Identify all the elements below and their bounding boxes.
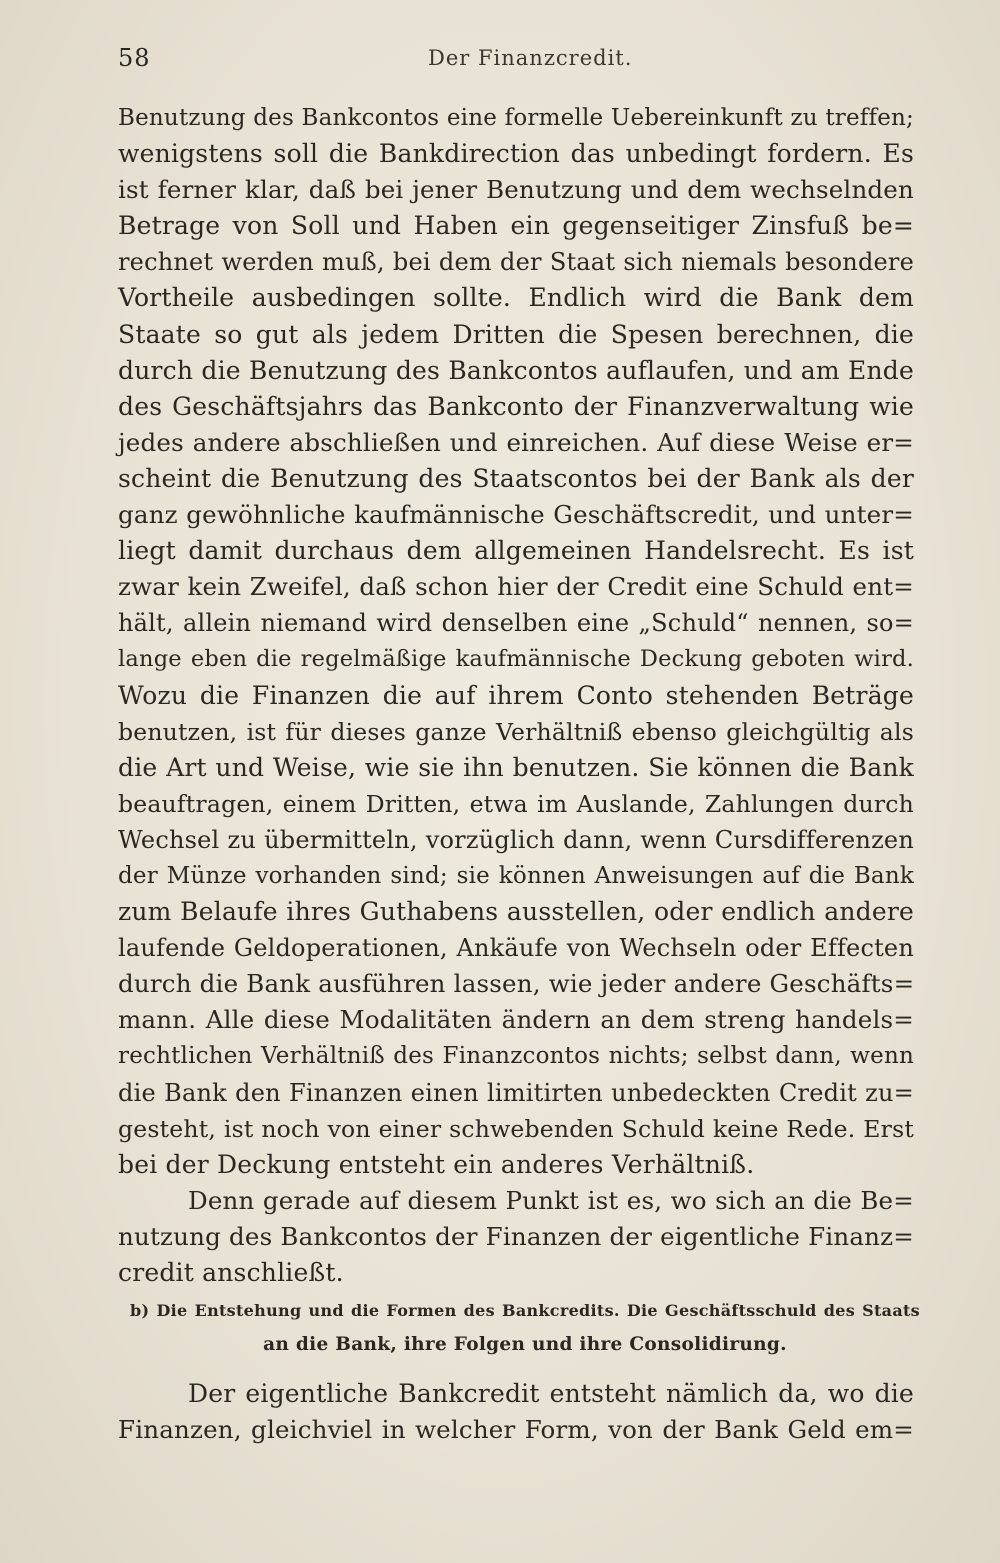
text-line: rechnet werden muß, bei dem der Staat sich niemals besondere: [118, 248, 914, 277]
main-text-continued: [118, 1376, 914, 1448]
text-line: durch die Bank ausführen lassen, wie jeder andere Geschäfts=: [118, 969, 915, 999]
text-line: mann. Alle diese Modalitäten ändern an dem streng handels=: [118, 1005, 914, 1035]
text-line: hält, allein niemand wird denselben eine „Schuld“ nennen, so=: [118, 609, 914, 638]
text-line: ganz gewöhnliche kaufmännische Geschäftscredit, und unter=: [118, 500, 914, 530]
text-line: die Bank den Finanzen einen limitirten unbedeckten Credit zu=: [118, 1078, 914, 1107]
text-line: wenigstens soll die Bankdirection das unbedingt fordern. Es: [118, 139, 914, 169]
running-head: Der Finanzcredit.: [428, 46, 633, 70]
text-line: liegt damit durchaus dem allgemeinen Handelsrecht. Es ist: [118, 536, 914, 566]
paragraph: [118, 100, 914, 1183]
text-line: beauftragen, einem Dritten, etwa im Auslande, Zahlungen durch: [118, 789, 914, 818]
text-line: Der eigentliche Bankcredit entsteht nämlich da, wo die: [188, 1379, 914, 1408]
main-text: [118, 100, 914, 1291]
text-line: Finanzen, gleichviel in welcher Form, von der Bank Geld em=: [118, 1415, 914, 1445]
page-number: 58: [118, 44, 151, 72]
text-line: lange eben die regelmäßige kaufmännische Deckung geboten wird.: [118, 646, 914, 673]
text-line: jedes andere abschließen und einreichen. Auf diese Weise er=: [118, 427, 914, 457]
section-heading-line: an die Bank, ihre Folgen und ihre Consolidirung.: [263, 1334, 787, 1355]
text-line: benutzen, ist für dieses ganze Verhältniß ebenso gleichgültig als: [118, 717, 914, 746]
text-line: rechtlichen Verhältniß des Finanzcontos nichts; selbst dann, wenn: [118, 1043, 914, 1070]
text-line: Wozu die Finanzen die auf ihrem Conto stehenden Beträge: [118, 680, 914, 710]
text-line: bei der Deckung entsteht ein anderes Verhältniß.: [118, 1149, 755, 1179]
text-line: gesteht, ist noch von einer schwebenden Schuld keine Rede. Erst: [118, 1114, 914, 1143]
text-line: zwar kein Zweifel, daß schon hier der Credit eine Schuld ent=: [118, 572, 914, 602]
text-line: Benutzung des Bankcontos eine formelle Uebereinkunft zu treffen;: [118, 105, 914, 131]
section-heading-line: b) Die Entstehung und die Formen des Bankcredits. Die Geschäftsschuld des Staats: [130, 1301, 920, 1320]
text-line: durch die Benutzung des Bankcontos auflaufen, und am Ende: [118, 355, 914, 385]
paragraph: [118, 1183, 914, 1291]
text-line: Betrage von Soll und Haben ein gegenseitiger Zinsfuß be=: [118, 211, 914, 241]
text-line: Vortheile ausbedingen sollte. Endlich wird die Bank dem: [118, 283, 914, 313]
text-line: zum Belaufe ihres Guthabens ausstellen, oder endlich andere: [118, 897, 914, 927]
text-line: credit anschließt.: [118, 1258, 344, 1287]
section-heading: [130, 1294, 920, 1362]
text-line: nutzung des Bankcontos der Finanzen der eigentliche Finanz=: [118, 1221, 914, 1251]
text-line: laufende Geldoperationen, Ankäufe von Wechseln oder Effecten: [118, 934, 914, 963]
text-line: des Geschäftsjahrs das Bankconto der Finanzverwaltung wie: [118, 391, 914, 421]
text-line: Wechsel zu übermitteln, vorzüglich dann, wenn Cursdifferenzen: [118, 825, 914, 854]
text-line: ist ferner klar, daß bei jener Benutzung und dem wechselnden: [118, 175, 914, 205]
text-line: Denn gerade auf diesem Punkt ist es, wo sich an die Be=: [188, 1185, 914, 1215]
text-line: Staate so gut als jedem Dritten die Spesen berechnen, die: [118, 319, 914, 349]
paragraph: [118, 1376, 914, 1448]
text-line: der Münze vorhanden sind; sie können Anweisungen auf die Bank: [118, 862, 914, 889]
text-line: scheint die Benutzung des Staatscontos bei der Bank als der: [118, 463, 914, 493]
text-line: die Art und Weise, wie sie ihn benutzen. Sie können die Bank: [118, 752, 914, 782]
page-header: [118, 44, 918, 74]
